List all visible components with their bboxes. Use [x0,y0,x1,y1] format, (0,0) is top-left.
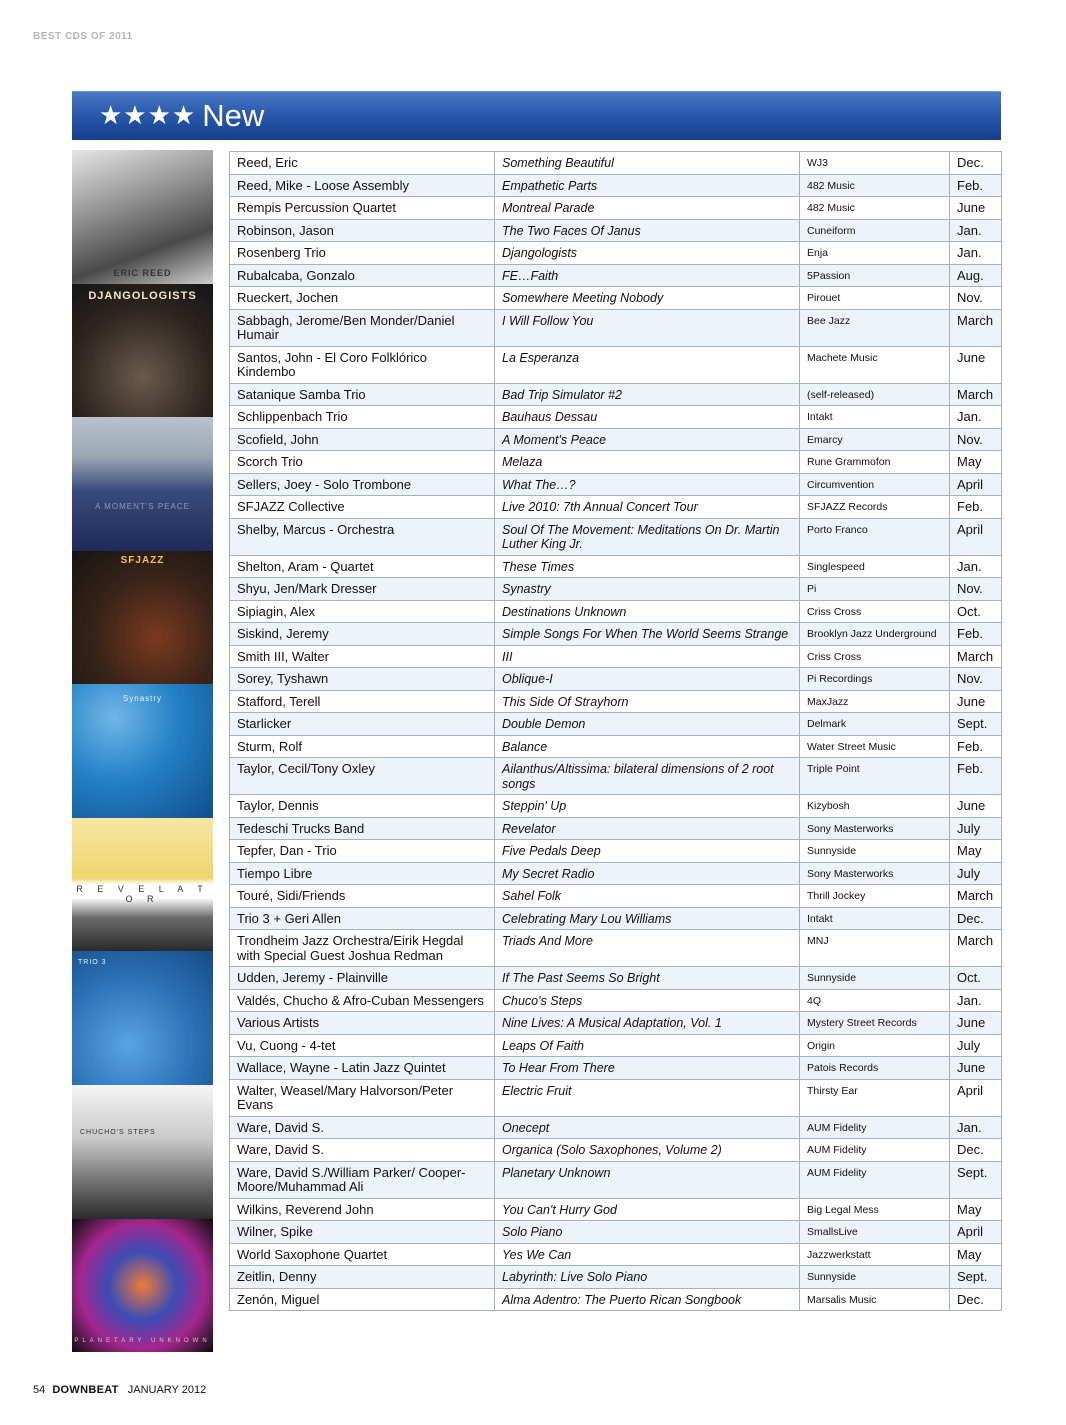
album-cell: Ailanthus/Altissima: bilateral dimensions of 2 root songs [495,758,800,795]
cover-text: A MOMENT'S PEACE [95,501,190,511]
month-cell: Nov. [950,578,1002,601]
table-row [230,758,1002,795]
label-cell: Patois Records [800,1057,950,1080]
table-row [230,1057,1002,1080]
month-cell: Aug. [950,264,1002,287]
month-cell: Nov. [950,428,1002,451]
cover-text: SFJAZZ [120,554,165,566]
artist-cell: Ware, David S. [230,1139,495,1162]
artist-cell: Santos, John - El Coro Folklórico Kindembo [230,346,495,383]
artist-cell: Shelton, Aram - Quartet [230,555,495,578]
album-cell: Nine Lives: A Musical Adaptation, Vol. 1 [495,1012,800,1035]
table-row [230,967,1002,990]
label-cell: Sunnyside [800,840,950,863]
table-row [230,496,1002,519]
artist-cell: SFJAZZ Collective [230,496,495,519]
artist-cell: Touré, Sidi/Friends [230,885,495,908]
album-cell: Alma Adentro: The Puerto Rican Songbook [495,1288,800,1311]
month-cell: June [950,197,1002,220]
table-row [230,555,1002,578]
album-cover-moments-peace [72,417,213,551]
table-row [230,817,1002,840]
artist-cell: Reed, Eric [230,152,495,175]
label-cell: Thirsty Ear [800,1079,950,1116]
table-row [230,287,1002,310]
artist-cell: Tiempo Libre [230,862,495,885]
label-cell: Jazzwerkstatt [800,1243,950,1266]
table-row [230,989,1002,1012]
artist-cell: Walter, Weasel/Mary Halvorson/Peter Evans [230,1079,495,1116]
table-row [230,473,1002,496]
album-cell: Something Beautiful [495,152,800,175]
table-row [230,930,1002,967]
table-row [230,1139,1002,1162]
table-row [230,264,1002,287]
month-cell: Nov. [950,287,1002,310]
table-row [230,1266,1002,1289]
artist-cell: Siskind, Jeremy [230,623,495,646]
artist-cell: Wallace, Wayne - Latin Jazz Quintet [230,1057,495,1080]
table-row [230,862,1002,885]
month-cell: Jan. [950,406,1002,429]
artist-cell: Rosenberg Trio [230,242,495,265]
month-cell: June [950,1012,1002,1035]
album-cover-trio-3 [72,951,213,1085]
album-cell: Somewhere Meeting Nobody [495,287,800,310]
artist-cell: Tepfer, Dan - Trio [230,840,495,863]
artist-cell: Valdés, Chucho & Afro-Cuban Messengers [230,989,495,1012]
banner-title: New [202,98,265,133]
cover-text: ERIC REED [113,267,172,278]
table-row [230,795,1002,818]
artist-cell: Ware, David S./William Parker/ Cooper-Moore/Muhammad Ali [230,1161,495,1198]
album-cover-chuchos-steps [72,1085,213,1219]
album-cell: Synastry [495,578,800,601]
artist-cell: Sipiagin, Alex [230,600,495,623]
album-cell: III [495,645,800,668]
label-cell: Sony Masterworks [800,817,950,840]
month-cell: June [950,690,1002,713]
album-cell: A Moment's Peace [495,428,800,451]
month-cell: April [950,1221,1002,1244]
album-cover-djangologists [72,284,213,418]
label-cell: Delmark [800,713,950,736]
album-cell: What The…? [495,473,800,496]
label-cell: Marsalis Music [800,1288,950,1311]
artist-cell: Scorch Trio [230,451,495,474]
label-cell: Origin [800,1034,950,1057]
artist-cell: Starlicker [230,713,495,736]
label-cell: AUM Fidelity [800,1116,950,1139]
artist-cell: Sorey, Tyshawn [230,668,495,691]
month-cell: July [950,1034,1002,1057]
label-cell: Sony Masterworks [800,862,950,885]
artist-cell: Taylor, Cecil/Tony Oxley [230,758,495,795]
cover-text: R E V E L A T O R [76,883,209,904]
label-cell: MNJ [800,930,950,967]
album-cell: La Esperanza [495,346,800,383]
label-cell: Criss Cross [800,600,950,623]
label-cell: Singlespeed [800,555,950,578]
album-cell: Melaza [495,451,800,474]
album-cover-revelator [72,818,213,952]
month-cell: Jan. [950,242,1002,265]
month-cell: April [950,518,1002,555]
label-cell: Brooklyn Jazz Underground [800,623,950,646]
album-cell: Live 2010: 7th Annual Concert Tour [495,496,800,519]
album-cell: To Hear From There [495,1057,800,1080]
month-cell: Feb. [950,758,1002,795]
page-footer [33,1384,206,1396]
album-cell: Oblique-I [495,668,800,691]
table-row [230,645,1002,668]
table-row [230,309,1002,346]
album-cell: Sahel Folk [495,885,800,908]
table-row [230,690,1002,713]
month-cell: April [950,473,1002,496]
label-cell: Pi Recordings [800,668,950,691]
month-cell: Jan. [950,555,1002,578]
table-row [230,1012,1002,1035]
album-cover-planetary-unknown [72,1219,213,1353]
table-row [230,197,1002,220]
label-cell: Machete Music [800,346,950,383]
artist-cell: Satanique Samba Trio [230,383,495,406]
albums-table-body [230,152,1002,1311]
table-row [230,346,1002,383]
album-cover-sfjazz [72,551,213,685]
album-cell: Montreal Parade [495,197,800,220]
artist-cell: Zenón, Miguel [230,1288,495,1311]
star-rating-icon: ★★★★ [99,101,197,131]
cover-text: Synastry [122,694,163,704]
artist-cell: Rubalcaba, Gonzalo [230,264,495,287]
album-cell: These Times [495,555,800,578]
month-cell: Jan. [950,219,1002,242]
table-row [230,383,1002,406]
artist-cell: World Saxophone Quartet [230,1243,495,1266]
table-row [230,885,1002,908]
label-cell: Mystery Street Records [800,1012,950,1035]
month-cell: April [950,1079,1002,1116]
section-banner [72,91,1001,140]
label-cell: SFJAZZ Records [800,496,950,519]
label-cell: Triple Point [800,758,950,795]
label-cell: Big Legal Mess [800,1198,950,1221]
album-cell: Celebrating Mary Lou Williams [495,907,800,930]
artist-cell: Shelby, Marcus - Orchestra [230,518,495,555]
month-cell: March [950,645,1002,668]
month-cell: June [950,795,1002,818]
artist-cell: Stafford, Terell [230,690,495,713]
artist-cell: Udden, Jeremy - Plainville [230,967,495,990]
month-cell: July [950,817,1002,840]
label-cell: Enja [800,242,950,265]
album-cell: You Can't Hurry God [495,1198,800,1221]
label-cell: Cuneiform [800,219,950,242]
artist-cell: Sellers, Joey - Solo Trombone [230,473,495,496]
table-row [230,1198,1002,1221]
artist-cell: Vu, Cuong - 4-tet [230,1034,495,1057]
album-cell: Solo Piano [495,1221,800,1244]
month-cell: May [950,451,1002,474]
table-row [230,451,1002,474]
month-cell: Feb. [950,496,1002,519]
label-cell: Water Street Music [800,735,950,758]
label-cell: 482 Music [800,174,950,197]
label-cell: Pirouet [800,287,950,310]
label-cell: 482 Music [800,197,950,220]
table-row [230,1221,1002,1244]
artist-cell: Taylor, Dennis [230,795,495,818]
page-number: 54 [33,1384,46,1396]
album-cell: Steppin' Up [495,795,800,818]
month-cell: Sept. [950,1266,1002,1289]
album-cell: Labyrinth: Live Solo Piano [495,1266,800,1289]
table-row [230,1243,1002,1266]
table-row [230,713,1002,736]
month-cell: Jan. [950,989,1002,1012]
table-row [230,152,1002,175]
artist-cell: Scofield, John [230,428,495,451]
month-cell: March [950,930,1002,967]
label-cell: AUM Fidelity [800,1161,950,1198]
cover-text: PLANETARY UNKNOWN [74,1338,211,1345]
cover-text: DJANGOLOGISTS [88,289,197,302]
artist-cell: Sturm, Rolf [230,735,495,758]
month-cell: Sept. [950,713,1002,736]
album-cell: Bad Trip Simulator #2 [495,383,800,406]
album-cell: This Side Of Strayhorn [495,690,800,713]
label-cell: SmallsLive [800,1221,950,1244]
cover-text: CHUCHO'S STEPS [80,1128,156,1136]
artist-cell: Shyu, Jen/Mark Dresser [230,578,495,601]
label-cell: 4Q [800,989,950,1012]
month-cell: March [950,885,1002,908]
album-cell: FE…Faith [495,264,800,287]
album-cell: Destinations Unknown [495,600,800,623]
album-cell: Balance [495,735,800,758]
album-cell: Djangologists [495,242,800,265]
label-cell: Intakt [800,907,950,930]
artist-cell: Zeitlin, Denny [230,1266,495,1289]
label-cell: Pi [800,578,950,601]
table-row [230,1288,1002,1311]
album-cell: If The Past Seems So Bright [495,967,800,990]
albums-table [229,151,1002,1311]
month-cell: May [950,1243,1002,1266]
month-cell: Dec. [950,152,1002,175]
album-cell: Empathetic Parts [495,174,800,197]
album-cover-synastry [72,684,213,818]
magazine-name: DOWNBEAT [52,1384,119,1396]
label-cell: Sunnyside [800,967,950,990]
month-cell: May [950,840,1002,863]
label-cell: Porto Franco [800,518,950,555]
album-cover-eric-reed [72,150,213,284]
album-cell: Bauhaus Dessau [495,406,800,429]
month-cell: Jan. [950,1116,1002,1139]
artist-cell: Robinson, Jason [230,219,495,242]
label-cell: MaxJazz [800,690,950,713]
month-cell: May [950,1198,1002,1221]
label-cell: Emarcy [800,428,950,451]
month-cell: Dec. [950,1288,1002,1311]
table-row [230,428,1002,451]
album-cell: Leaps Of Faith [495,1034,800,1057]
table-row [230,1079,1002,1116]
label-cell: WJ3 [800,152,950,175]
artist-cell: Reed, Mike - Loose Assembly [230,174,495,197]
album-cell: Soul Of The Movement: Meditations On Dr. Martin Luther King Jr. [495,518,800,555]
artist-cell: Trio 3 + Geri Allen [230,907,495,930]
artist-cell: Tedeschi Trucks Band [230,817,495,840]
table-row [230,219,1002,242]
table-row [230,518,1002,555]
month-cell: Dec. [950,907,1002,930]
artist-cell: Rempis Percussion Quartet [230,197,495,220]
label-cell: Bee Jazz [800,309,950,346]
artist-cell: Sabbagh, Jerome/Ben Monder/Daniel Humair [230,309,495,346]
album-cell: Revelator [495,817,800,840]
table-row [230,735,1002,758]
album-cell: Organica (Solo Saxophones, Volume 2) [495,1139,800,1162]
album-cell: Double Demon [495,713,800,736]
table-row [230,840,1002,863]
artist-cell: Smith III, Walter [230,645,495,668]
month-cell: June [950,1057,1002,1080]
album-cell: Yes We Can [495,1243,800,1266]
label-cell: Criss Cross [800,645,950,668]
album-cell: My Secret Radio [495,862,800,885]
table-row [230,600,1002,623]
artist-cell: Wilkins, Reverend John [230,1198,495,1221]
month-cell: July [950,862,1002,885]
month-cell: Oct. [950,967,1002,990]
label-cell: Intakt [800,406,950,429]
month-cell: March [950,383,1002,406]
month-cell: Dec. [950,1139,1002,1162]
month-cell: Nov. [950,668,1002,691]
month-cell: Oct. [950,600,1002,623]
artist-cell: Various Artists [230,1012,495,1035]
artist-cell: Wilner, Spike [230,1221,495,1244]
month-cell: June [950,346,1002,383]
month-cell: Sept. [950,1161,1002,1198]
month-cell: Feb. [950,735,1002,758]
table-row [230,668,1002,691]
table-row [230,1034,1002,1057]
table-row [230,406,1002,429]
label-cell: Thrill Jockey [800,885,950,908]
table-row [230,174,1002,197]
album-cell: The Two Faces Of Janus [495,219,800,242]
album-cell: Five Pedals Deep [495,840,800,863]
album-cell: Simple Songs For When The World Seems Strange [495,623,800,646]
album-cell: Triads And More [495,930,800,967]
album-cell: Electric Fruit [495,1079,800,1116]
month-cell: Feb. [950,623,1002,646]
table-row [230,578,1002,601]
table-row [230,623,1002,646]
month-cell: Feb. [950,174,1002,197]
table-row [230,1116,1002,1139]
album-cell: Chuco's Steps [495,989,800,1012]
artist-cell: Rueckert, Jochen [230,287,495,310]
label-cell: Kizybosh [800,795,950,818]
album-covers-column [72,150,213,1352]
album-cell: I Will Follow You [495,309,800,346]
table-row [230,907,1002,930]
month-cell: March [950,309,1002,346]
table-row [230,1161,1002,1198]
section-label: BEST CDS OF 2011 [33,31,133,42]
artist-cell: Trondheim Jazz Orchestra/Eirik Hegdal with Special Guest Joshua Redman [230,930,495,967]
label-cell: Circumvention [800,473,950,496]
label-cell: Sunnyside [800,1266,950,1289]
label-cell: AUM Fidelity [800,1139,950,1162]
cover-text: TRIO 3 [78,959,107,967]
artist-cell: Schlippenbach Trio [230,406,495,429]
artist-cell: Ware, David S. [230,1116,495,1139]
issue-date: JANUARY 2012 [127,1384,207,1396]
label-cell: 5Passion [800,264,950,287]
table-row [230,242,1002,265]
label-cell: (self-released) [800,383,950,406]
album-cell: Onecept [495,1116,800,1139]
album-cell: Planetary Unknown [495,1161,800,1198]
label-cell: Rune Grammofon [800,451,950,474]
